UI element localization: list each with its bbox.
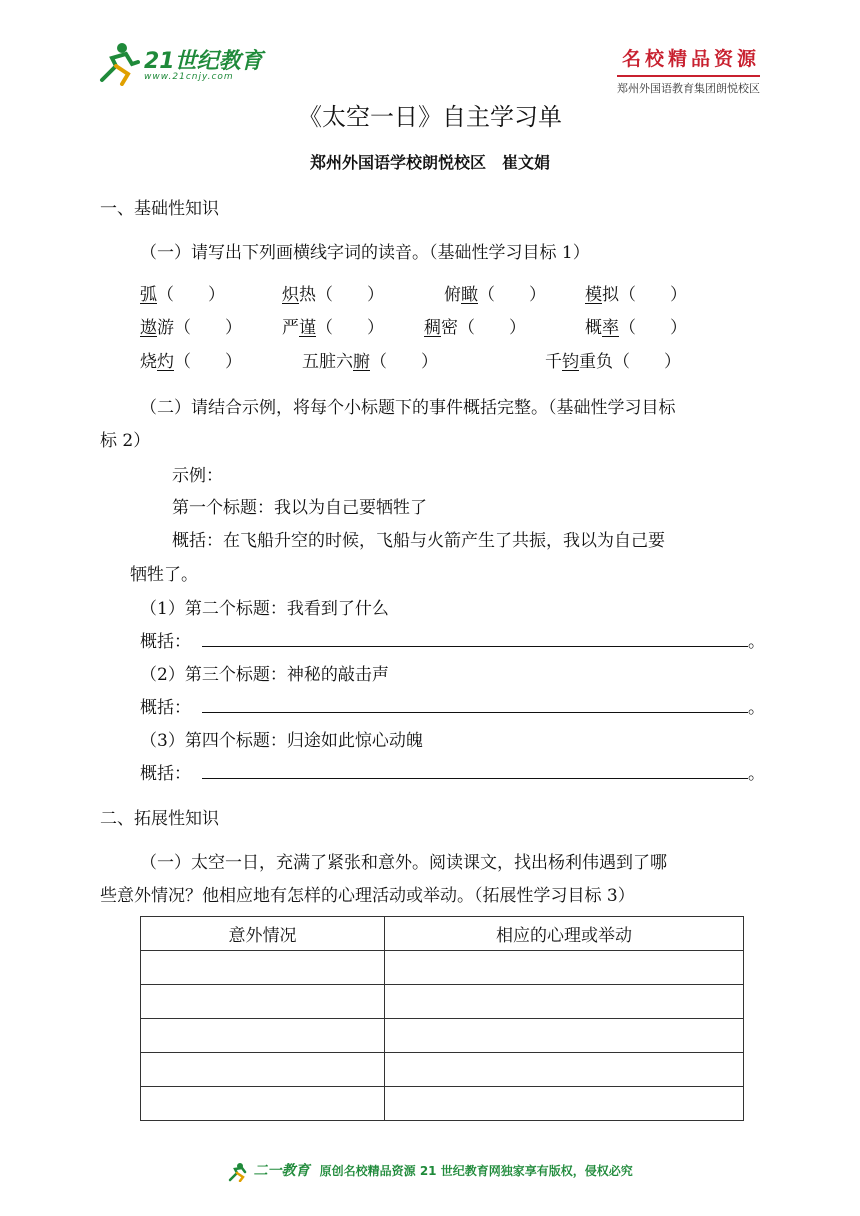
item1-title: （1）第二个标题：我看到了什么: [140, 599, 389, 619]
response-cell[interactable]: [385, 1087, 744, 1121]
pinyin-item: [140, 313, 242, 338]
pinyin-answer-blank[interactable]: （ ）: [613, 352, 681, 372]
document-author: 郑州外国语学校朗悦校区 崔文娟: [309, 153, 550, 172]
word-suffix: 重负: [579, 352, 613, 372]
pinyin-answer-blank[interactable]: （ ）: [619, 285, 687, 305]
pinyin-answer-blank[interactable]: （ ）: [458, 318, 526, 338]
brand-subtitle: 郑州外国语教育集团朗悦校区: [617, 82, 760, 95]
situation-cell[interactable]: [141, 951, 385, 985]
situation-cell[interactable]: [141, 985, 385, 1019]
underlined-char: 模: [585, 285, 602, 305]
item2-title: （2）第三个标题：神秘的敲击声: [140, 665, 389, 685]
word-suffix: 热: [299, 285, 316, 305]
pinyin-item: [424, 313, 526, 338]
logo-text: 21世纪教育: [144, 49, 263, 74]
item3-label: 概括：: [140, 764, 191, 784]
item1-end: 。: [748, 632, 765, 652]
pinyin-answer-blank[interactable]: （ ）: [157, 285, 225, 305]
underlined-char: 瞰: [461, 285, 478, 305]
item2-label: 概括：: [140, 698, 191, 718]
section1-heading: 一、基础性知识: [100, 199, 219, 219]
underlined-char: 率: [602, 318, 619, 338]
example-label: 示例：: [172, 466, 223, 486]
example-summary-line2: 牺牲了。: [130, 565, 198, 585]
table-row: [141, 951, 744, 985]
pinyin-item: [302, 347, 438, 372]
pinyin-item: [140, 347, 242, 372]
item3-end: 。: [748, 764, 765, 784]
table-header-response: 相应的心理或举动: [385, 917, 744, 951]
underlined-char: 遨: [140, 318, 157, 338]
item1-label: 概括：: [140, 632, 191, 652]
table-row: [141, 1019, 744, 1053]
word-prefix: 概: [585, 318, 602, 338]
pinyin-item: [545, 347, 681, 372]
brand-badge: [617, 44, 760, 96]
item2-answer-line[interactable]: [202, 711, 748, 713]
pinyin-answer-blank[interactable]: （ ）: [316, 318, 384, 338]
pinyin-answer-blank[interactable]: （ ）: [174, 352, 242, 372]
situation-cell[interactable]: [141, 1053, 385, 1087]
word-suffix: 拟: [602, 285, 619, 305]
example-summary-line1: 概括：在飞船升空的时候，飞船与火箭产生了共振，我以为自己要: [172, 531, 665, 551]
word-prefix: 严: [282, 318, 299, 338]
underlined-char: 腑: [353, 352, 370, 372]
item2-end: 。: [748, 698, 765, 718]
word-prefix: 俯: [444, 285, 461, 305]
footer-brand: 二一教育: [253, 1163, 310, 1179]
document-title: 《太空一日》自主学习单: [298, 103, 562, 131]
footer: [0, 1160, 860, 1182]
table-header-row: [141, 917, 744, 951]
pinyin-item: [585, 280, 687, 305]
table-row: [141, 1087, 744, 1121]
underlined-char: 炽: [282, 285, 299, 305]
word-prefix: 千: [545, 352, 562, 372]
section2-heading: 二、拓展性知识: [100, 809, 219, 829]
table-row: [141, 1053, 744, 1087]
underlined-char: 稠: [424, 318, 441, 338]
underlined-char: 弧: [140, 285, 157, 305]
underlined-char: 灼: [157, 352, 174, 372]
site-logo: [92, 40, 262, 88]
pinyin-answer-blank[interactable]: （ ）: [619, 318, 687, 338]
example-title: 第一个标题：我以为自己要牺牲了: [172, 498, 427, 518]
part1-prompt: （一）请写出下列画横线字词的读音。（基础性学习目标 1）: [140, 243, 590, 263]
pinyin-item: [282, 280, 384, 305]
item3-answer-line[interactable]: [202, 777, 748, 779]
response-cell[interactable]: [385, 951, 744, 985]
underlined-char: 钧: [562, 352, 579, 372]
response-cell[interactable]: [385, 1053, 744, 1087]
runner-logo-icon: [92, 40, 142, 86]
item1-answer-line[interactable]: [202, 645, 748, 647]
footer-text: 原创名校精品资源 21 世纪教育网独家享有版权，侵权必究: [319, 1164, 633, 1178]
table-row: [141, 985, 744, 1019]
underlined-char: 谨: [299, 318, 316, 338]
item3-title: （3）第四个标题：归途如此惊心动魄: [140, 731, 423, 751]
pinyin-item: [444, 280, 546, 305]
response-cell[interactable]: [385, 1019, 744, 1053]
word-suffix: 游: [157, 318, 174, 338]
word-prefix: 五脏六: [302, 352, 353, 372]
logo-url: www.21cnjy.com: [144, 72, 234, 82]
pinyin-answer-blank[interactable]: （ ）: [174, 318, 242, 338]
situation-cell[interactable]: [141, 1087, 385, 1121]
situation-table: [140, 916, 744, 1121]
pinyin-answer-blank[interactable]: （ ）: [316, 285, 384, 305]
pinyin-item: [282, 313, 384, 338]
section2-prompt-line1: （一）太空一日，充满了紧张和意外。阅读课文，找出杨利伟遇到了哪: [140, 853, 667, 873]
runner-logo-icon: [227, 1162, 249, 1182]
brand-divider: [617, 75, 760, 77]
pinyin-answer-blank[interactable]: （ ）: [370, 352, 438, 372]
section2-prompt-line2: 些意外情况？他相应地有怎样的心理活动或举动。（拓展性学习目标 3）: [100, 886, 635, 906]
pinyin-answer-blank[interactable]: （ ）: [478, 285, 546, 305]
pinyin-item: [585, 313, 687, 338]
table-header-situation: 意外情况: [141, 917, 385, 951]
brand-name: 名校精品资源: [621, 48, 760, 70]
pinyin-item: [140, 280, 225, 305]
situation-cell[interactable]: [141, 1019, 385, 1053]
word-prefix: 烧: [140, 352, 157, 372]
part2-prompt-line1: （二）请结合示例，将每个小标题下的事件概括完整。（基础性学习目标: [140, 398, 676, 418]
response-cell[interactable]: [385, 985, 744, 1019]
word-suffix: 密: [441, 318, 458, 338]
part2-prompt-line2: 标 2）: [100, 431, 151, 451]
